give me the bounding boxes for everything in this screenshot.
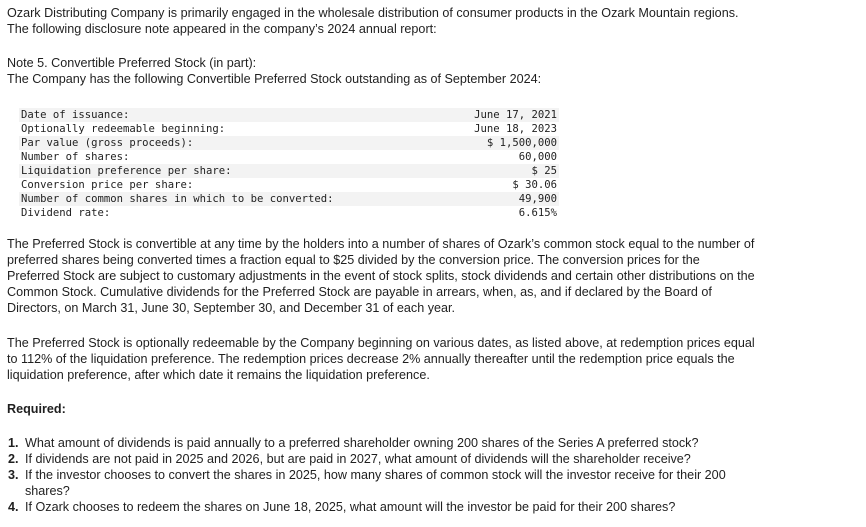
question-text-continued: shares? xyxy=(25,484,70,498)
note-title: Note 5. Convertible Preferred Stock (in part): xyxy=(7,56,257,70)
note-subtitle: The Company has the following Convertible Preferred Stock outstanding as of September 2024: xyxy=(7,72,542,86)
note-header xyxy=(7,55,541,87)
row-value: 49,900 xyxy=(518,193,557,205)
intro xyxy=(7,5,739,37)
required-heading: Required: xyxy=(7,402,66,416)
row-value: $ 30.06 xyxy=(512,179,557,191)
paragraph-line: Directors, on March 31, June 30, September 30, and December 31 of each year. xyxy=(7,301,456,315)
row-value: 6.615% xyxy=(518,207,557,219)
question-number: 3. xyxy=(8,468,19,482)
row-label: Conversion price per share: xyxy=(21,179,194,191)
row-label: Number of shares: xyxy=(21,151,130,163)
row-label: Number of common shares in which to be converted: xyxy=(21,193,334,205)
redemption-paragraph xyxy=(7,335,755,383)
question-number: 4. xyxy=(8,500,19,514)
row-label: Date of issuance: xyxy=(21,109,130,121)
paragraph-line: to 112% of the liquidation preference. The redemption prices decrease 2% annually thereafter until the redemption price equals the xyxy=(7,352,735,366)
table-row xyxy=(19,122,559,136)
table-row xyxy=(19,164,559,178)
paragraph-line: The Preferred Stock is convertible at any time by the holders into a number of shares of Ozark’s common stock equal to the number of xyxy=(7,237,755,251)
paragraph-line: preferred shares being converted times a fraction equal to $25 divided by the conversion price. The conversion prices for the xyxy=(7,253,700,267)
table-row xyxy=(19,136,559,150)
question-2 xyxy=(7,451,726,467)
row-label: Liquidation preference per share: xyxy=(21,165,232,177)
table-row xyxy=(19,206,559,220)
question-4 xyxy=(7,499,726,515)
row-label: Dividend rate: xyxy=(21,207,111,219)
preferred-stock-table xyxy=(19,108,559,220)
row-label: Optionally redeemable beginning: xyxy=(21,123,226,135)
question-text: If dividends are not paid in 2025 and 2026, but are paid in 2027, what amount of dividends will the shareholder receive? xyxy=(25,452,691,466)
paragraph-line: Preferred Stock are subject to customary adjustments in the event of stock splits, stock dividends and certain other distributions on the xyxy=(7,269,755,283)
table-row xyxy=(19,192,559,206)
row-value: June 17, 2021 xyxy=(474,109,557,121)
question-text: If the investor chooses to convert the shares in 2025, how many shares of common stock will the investor receive for their 200 xyxy=(25,468,726,482)
intro-line-1: Ozark Distributing Company is primarily engaged in the wholesale distribution of consumer products in the Ozark Mountain regions. xyxy=(7,6,739,20)
row-value: $ 25 xyxy=(531,165,557,177)
table-row xyxy=(19,178,559,192)
intro-line-2: The following disclosure note appeared in the company’s 2024 annual report: xyxy=(7,22,437,36)
row-value: June 18, 2023 xyxy=(474,123,557,135)
table-row xyxy=(19,108,559,122)
question-number: 2. xyxy=(8,452,19,466)
paragraph-line: liquidation preference, after which date it remains the liquidation preference. xyxy=(7,368,430,382)
row-value: $ 1,500,000 xyxy=(486,137,557,149)
row-value: 60,000 xyxy=(518,151,557,163)
question-number: 1. xyxy=(8,436,19,450)
question-text: If Ozark chooses to redeem the shares on June 18, 2025, what amount will the investor be paid for their 200 shares? xyxy=(25,500,676,514)
table-row xyxy=(19,150,559,164)
questions-list xyxy=(7,435,726,515)
paragraph-line: Common Stock. Cumulative dividends for the Preferred Stock are payable in arrears, when, as, and if declared by the Board of xyxy=(7,285,712,299)
row-label: Par value (gross proceeds): xyxy=(21,137,194,149)
paragraph-line: The Preferred Stock is optionally redeemable by the Company beginning on various dates, as listed above, at redemption prices equal xyxy=(7,336,755,350)
question-3 xyxy=(7,467,726,499)
question-text: What amount of dividends is paid annually to a preferred shareholder owning 200 shares of the Series A preferred stock? xyxy=(25,436,699,450)
conversion-paragraph xyxy=(7,236,755,316)
question-1 xyxy=(7,435,726,451)
